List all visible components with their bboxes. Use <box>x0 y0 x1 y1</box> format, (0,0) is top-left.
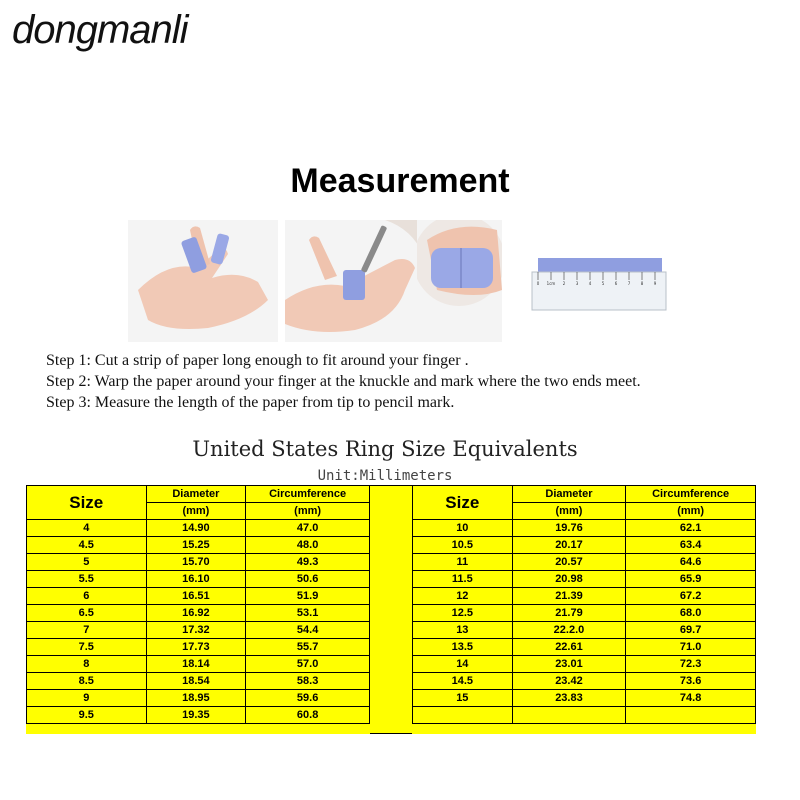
size-cell: 12 <box>413 588 513 605</box>
diameter-cell: 22.2.0 <box>512 622 626 639</box>
table-divider <box>370 485 412 734</box>
size-cell: 13 <box>413 622 513 639</box>
size-cell: 4 <box>27 520 147 537</box>
table-row <box>413 554 756 571</box>
ruler-label: 1cm <box>546 281 556 286</box>
table-row <box>27 605 370 622</box>
circumference-cell: 51.9 <box>246 588 370 605</box>
circumference-header: Circumference <box>626 486 756 503</box>
table-row <box>413 537 756 554</box>
finger-closeup-photo <box>417 220 502 342</box>
diameter-cell: 21.79 <box>512 605 626 622</box>
ruler-label: 9 <box>653 281 657 286</box>
size-cell: 11.5 <box>413 571 513 588</box>
circumference-cell: 71.0 <box>626 639 756 656</box>
step-2-text: Step 2: Warp the paper around your finger at the knuckle and mark where the two ends meet. <box>46 373 641 390</box>
circumference-cell <box>626 707 756 724</box>
size-cell: 9.5 <box>27 707 147 724</box>
circumference-cell: 69.7 <box>626 622 756 639</box>
ruler-label: 8 <box>640 281 644 286</box>
table-row <box>27 537 370 554</box>
size-cell: 6 <box>27 588 147 605</box>
table-row <box>27 656 370 673</box>
diameter-cell: 16.51 <box>146 588 246 605</box>
size-cell: 13.5 <box>413 639 513 656</box>
size-cell: 8 <box>27 656 147 673</box>
ruler-photo <box>528 250 668 312</box>
circumference-cell: 54.4 <box>246 622 370 639</box>
circumference-cell: 73.6 <box>626 673 756 690</box>
size-cell: 7 <box>27 622 147 639</box>
size-cell: 8.5 <box>27 673 147 690</box>
table-row <box>413 690 756 707</box>
circumference-cell: 58.3 <box>246 673 370 690</box>
ring-size-tables <box>26 485 756 734</box>
diameter-cell: 14.90 <box>146 520 246 537</box>
diameter-cell: 22.61 <box>512 639 626 656</box>
diameter-cell: 20.98 <box>512 571 626 588</box>
ruler-label: 2 <box>562 281 566 286</box>
diameter-cell: 17.73 <box>146 639 246 656</box>
circumference-cell: 57.0 <box>246 656 370 673</box>
circumference-cell: 60.8 <box>246 707 370 724</box>
table-row <box>27 554 370 571</box>
size-cell: 5 <box>27 554 147 571</box>
instructions <box>46 350 641 413</box>
table-row <box>27 690 370 707</box>
size-cell: 10.5 <box>413 537 513 554</box>
diameter-cell: 15.25 <box>146 537 246 554</box>
size-cell: 4.5 <box>27 537 147 554</box>
circumference-cell: 50.6 <box>246 571 370 588</box>
circumference-cell: 67.2 <box>626 588 756 605</box>
circumference-cell: 55.7 <box>246 639 370 656</box>
circumference-unit: (mm) <box>626 503 756 520</box>
diameter-cell: 20.17 <box>512 537 626 554</box>
table-row <box>413 707 756 724</box>
ruler-label: 0 <box>536 281 540 286</box>
size-cell: 14 <box>413 656 513 673</box>
table-row <box>413 656 756 673</box>
diameter-header: Diameter <box>512 486 626 503</box>
size-cell <box>413 707 513 724</box>
size-cell: 7.5 <box>27 639 147 656</box>
step-1-text: Step 1: Cut a strip of paper long enough to fit around your finger . <box>46 352 469 369</box>
hand-photo-2 <box>285 220 425 342</box>
ruler-label: 6 <box>614 281 618 286</box>
diameter-header: Diameter <box>146 486 246 503</box>
circumference-unit: (mm) <box>246 503 370 520</box>
size-cell: 11 <box>413 554 513 571</box>
table-row <box>413 673 756 690</box>
diameter-cell: 23.01 <box>512 656 626 673</box>
ruler-label: 4 <box>588 281 592 286</box>
size-cell: 14.5 <box>413 673 513 690</box>
diameter-cell: 16.92 <box>146 605 246 622</box>
circumference-header: Circumference <box>246 486 370 503</box>
table-row <box>413 520 756 537</box>
diameter-cell: 20.57 <box>512 554 626 571</box>
size-cell: 10 <box>413 520 513 537</box>
table-row <box>27 520 370 537</box>
circumference-cell: 64.6 <box>626 554 756 571</box>
size-cell: 9 <box>27 690 147 707</box>
table-row <box>413 605 756 622</box>
circumference-cell: 63.4 <box>626 537 756 554</box>
size-header: Size <box>413 486 513 520</box>
table-row <box>27 639 370 656</box>
diameter-unit: (mm) <box>146 503 246 520</box>
diameter-cell <box>512 707 626 724</box>
diameter-cell: 18.14 <box>146 656 246 673</box>
table-row <box>413 571 756 588</box>
diameter-cell: 19.76 <box>512 520 626 537</box>
circumference-cell: 68.0 <box>626 605 756 622</box>
diameter-cell: 23.83 <box>512 690 626 707</box>
ring-size-table-left <box>26 485 370 724</box>
circumference-cell: 74.8 <box>626 690 756 707</box>
diameter-cell: 23.42 <box>512 673 626 690</box>
diameter-cell: 19.35 <box>146 707 246 724</box>
size-header: Size <box>27 486 147 520</box>
diameter-cell: 21.39 <box>512 588 626 605</box>
circumference-cell: 53.1 <box>246 605 370 622</box>
page-title: Measurement <box>290 162 510 200</box>
diameter-unit: (mm) <box>512 503 626 520</box>
ruler-label: 5 <box>601 281 605 286</box>
ruler-label: 3 <box>575 281 579 286</box>
circumference-cell: 49.3 <box>246 554 370 571</box>
table-row <box>27 622 370 639</box>
circumference-cell: 62.1 <box>626 520 756 537</box>
table-row <box>413 639 756 656</box>
diameter-cell: 17.32 <box>146 622 246 639</box>
table-row <box>27 571 370 588</box>
size-cell: 15 <box>413 690 513 707</box>
hand-photo-1 <box>128 220 278 342</box>
table-title: United States Ring Size Equivalents <box>192 437 578 461</box>
table-row <box>27 588 370 605</box>
table-row <box>413 622 756 639</box>
step-3-text: Step 3: Measure the length of the paper from tip to pencil mark. <box>46 394 455 411</box>
diameter-cell: 16.10 <box>146 571 246 588</box>
diameter-cell: 18.95 <box>146 690 246 707</box>
circumference-cell: 59.6 <box>246 690 370 707</box>
size-cell: 5.5 <box>27 571 147 588</box>
diameter-cell: 18.54 <box>146 673 246 690</box>
table-row <box>27 707 370 724</box>
brand-logo-text: dongmanli <box>12 8 188 52</box>
size-cell: 6.5 <box>27 605 147 622</box>
table-unit: Unit:Millimeters <box>317 468 453 484</box>
circumference-cell: 48.0 <box>246 537 370 554</box>
diameter-cell: 15.70 <box>146 554 246 571</box>
ring-size-table-right <box>412 485 756 724</box>
circumference-cell: 47.0 <box>246 520 370 537</box>
table-row <box>413 588 756 605</box>
size-cell: 12.5 <box>413 605 513 622</box>
circumference-cell: 72.3 <box>626 656 756 673</box>
table-row <box>27 673 370 690</box>
circumference-cell: 65.9 <box>626 571 756 588</box>
ruler-label: 7 <box>627 281 631 286</box>
